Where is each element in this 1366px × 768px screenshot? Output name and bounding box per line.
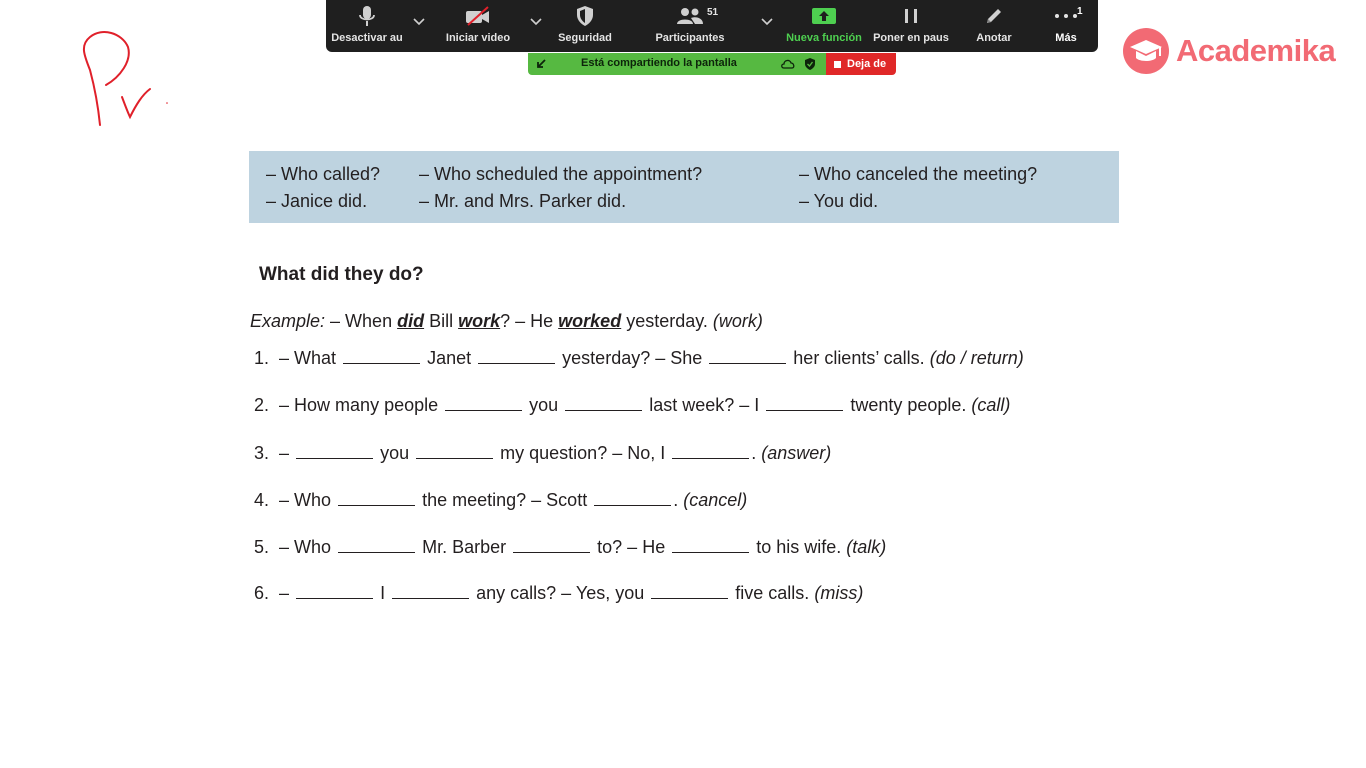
example-hint: (work)	[712, 311, 763, 331]
item-text: Mr. Barber	[422, 537, 507, 557]
item-text: twenty people.	[850, 395, 967, 415]
answer-blank[interactable]	[296, 584, 373, 599]
participants-icon	[676, 0, 704, 32]
answer-blank[interactable]	[445, 396, 522, 411]
item-text: .	[751, 443, 757, 463]
example-text: yesterday.	[621, 311, 713, 331]
example-col1-line1: – Who called?	[266, 164, 381, 184]
example-did: did	[397, 311, 425, 331]
pause-label: Poner en paus	[873, 32, 949, 44]
item-text: any calls? – Yes, you	[476, 583, 645, 603]
participants-count: 51	[707, 7, 719, 18]
item-text: to his wife.	[756, 537, 842, 557]
mute-button[interactable]	[326, 0, 408, 52]
annotate-label: Anotar	[976, 32, 1012, 44]
item-text: – What	[279, 348, 337, 368]
participants-label: Participantes	[655, 32, 725, 44]
example-text: Bill	[424, 311, 459, 331]
security-label: Seguridad	[558, 32, 612, 44]
annotate-button[interactable]	[966, 0, 1022, 52]
answer-blank[interactable]	[651, 584, 728, 599]
item-text: – Who	[279, 537, 332, 557]
item-text: last week? – I	[649, 395, 760, 415]
section-title: What did they do?	[259, 264, 424, 285]
item-text: yesterday? – She	[562, 348, 703, 368]
item-text: –	[279, 443, 290, 463]
item-hint: (talk)	[846, 537, 887, 557]
stop-share-label: Deja de	[847, 58, 887, 70]
answer-blank[interactable]	[296, 444, 373, 459]
pencil-icon	[984, 0, 1004, 32]
item-hint: (answer)	[761, 443, 832, 463]
answer-blank[interactable]	[709, 349, 786, 364]
item-text: to? – He	[597, 537, 666, 557]
start-video-button[interactable]	[438, 0, 518, 52]
item-hint: (cancel)	[683, 490, 748, 510]
video-off-icon	[464, 0, 492, 32]
participants-options-caret[interactable]	[759, 14, 775, 30]
example-col3-line2: – You did.	[799, 191, 879, 211]
answer-blank[interactable]	[478, 349, 555, 364]
item-text: I	[380, 583, 386, 603]
stop-share-button[interactable]	[826, 53, 896, 75]
new-feature-share-button[interactable]	[782, 0, 866, 52]
item-hint: (call)	[971, 395, 1011, 415]
sharing-status-text: Está compartiendo la pantalla	[581, 57, 737, 69]
exercise-item-6	[254, 583, 863, 604]
graduation-cap-icon	[1122, 27, 1170, 75]
example-sentence	[250, 311, 763, 332]
security-button[interactable]	[551, 0, 619, 52]
item-hint: (miss)	[814, 583, 864, 603]
item-text: – Who	[279, 490, 332, 510]
example-col2-line1: – Who scheduled the appointment?	[419, 164, 703, 184]
answer-blank[interactable]	[565, 396, 642, 411]
logo-text: Academika	[1176, 33, 1336, 68]
item-number: 1.	[254, 348, 270, 368]
answer-blank[interactable]	[392, 584, 469, 599]
cloud-icon	[781, 58, 795, 70]
answer-blank[interactable]	[672, 444, 749, 459]
item-text: .	[673, 490, 679, 510]
item-text: five calls.	[735, 583, 810, 603]
item-number: 5.	[254, 537, 270, 557]
example-col1-line2: – Janice did.	[266, 191, 368, 211]
item-number: 2.	[254, 395, 270, 415]
item-text: –	[279, 583, 290, 603]
example-work: work	[458, 311, 501, 331]
green-arrow-icon	[535, 58, 547, 70]
more-dots-icon	[1054, 0, 1078, 32]
shield-icon	[576, 0, 594, 32]
exercise-item-1	[254, 348, 1024, 369]
example-dialogue-box	[249, 151, 1119, 223]
microphone-icon	[359, 0, 375, 32]
example-col2-line2: – Mr. and Mrs. Parker did.	[419, 191, 627, 211]
item-text: you	[529, 395, 559, 415]
exercise-item-2	[254, 395, 1010, 416]
video-options-caret[interactable]	[528, 14, 544, 30]
security-check-icon	[804, 57, 816, 71]
exercise-item-4	[254, 490, 747, 511]
example-label: Example:	[250, 311, 326, 331]
participants-button[interactable]	[648, 0, 732, 52]
academika-logo	[1122, 25, 1335, 77]
answer-blank[interactable]	[513, 538, 590, 553]
annotation-scribble	[70, 25, 180, 130]
stop-square-icon	[834, 61, 841, 68]
item-number: 3.	[254, 443, 270, 463]
item-text: – How many people	[279, 395, 439, 415]
item-text: you	[380, 443, 410, 463]
answer-blank[interactable]	[672, 538, 749, 553]
exercise-item-5	[254, 537, 886, 558]
item-text: the meeting? – Scott	[422, 490, 588, 510]
example-text: ? – He	[500, 311, 559, 331]
mute-label: Desactivar au	[331, 32, 403, 44]
item-number: 4.	[254, 490, 270, 510]
more-label: Más	[1055, 32, 1077, 44]
answer-blank[interactable]	[594, 491, 671, 506]
pause-share-button[interactable]	[871, 0, 951, 52]
answer-blank[interactable]	[338, 491, 415, 506]
example-col3-line1: – Who canceled the meeting?	[799, 164, 1038, 184]
item-text: her clients’ calls.	[793, 348, 925, 368]
exercise-item-3	[254, 443, 831, 464]
meeting-toolbar	[326, 0, 1098, 52]
item-text: my question? – No, I	[500, 443, 666, 463]
pause-icon	[902, 0, 920, 32]
item-text: Janet	[427, 348, 472, 368]
start-video-label: Iniciar video	[445, 32, 511, 44]
answer-blank[interactable]	[416, 444, 493, 459]
example-text: – When	[325, 311, 398, 331]
example-worked: worked	[558, 311, 622, 331]
more-badge: 1	[1077, 6, 1083, 17]
item-hint: (do / return)	[929, 348, 1024, 368]
audio-options-caret[interactable]	[411, 14, 427, 30]
answer-blank[interactable]	[338, 538, 415, 553]
new-feature-label: Nueva función	[786, 32, 862, 44]
share-screen-icon	[811, 0, 837, 32]
answer-blank[interactable]	[343, 349, 420, 364]
item-number: 6.	[254, 583, 270, 603]
answer-blank[interactable]	[766, 396, 843, 411]
sharing-status-bar[interactable]	[528, 53, 826, 75]
